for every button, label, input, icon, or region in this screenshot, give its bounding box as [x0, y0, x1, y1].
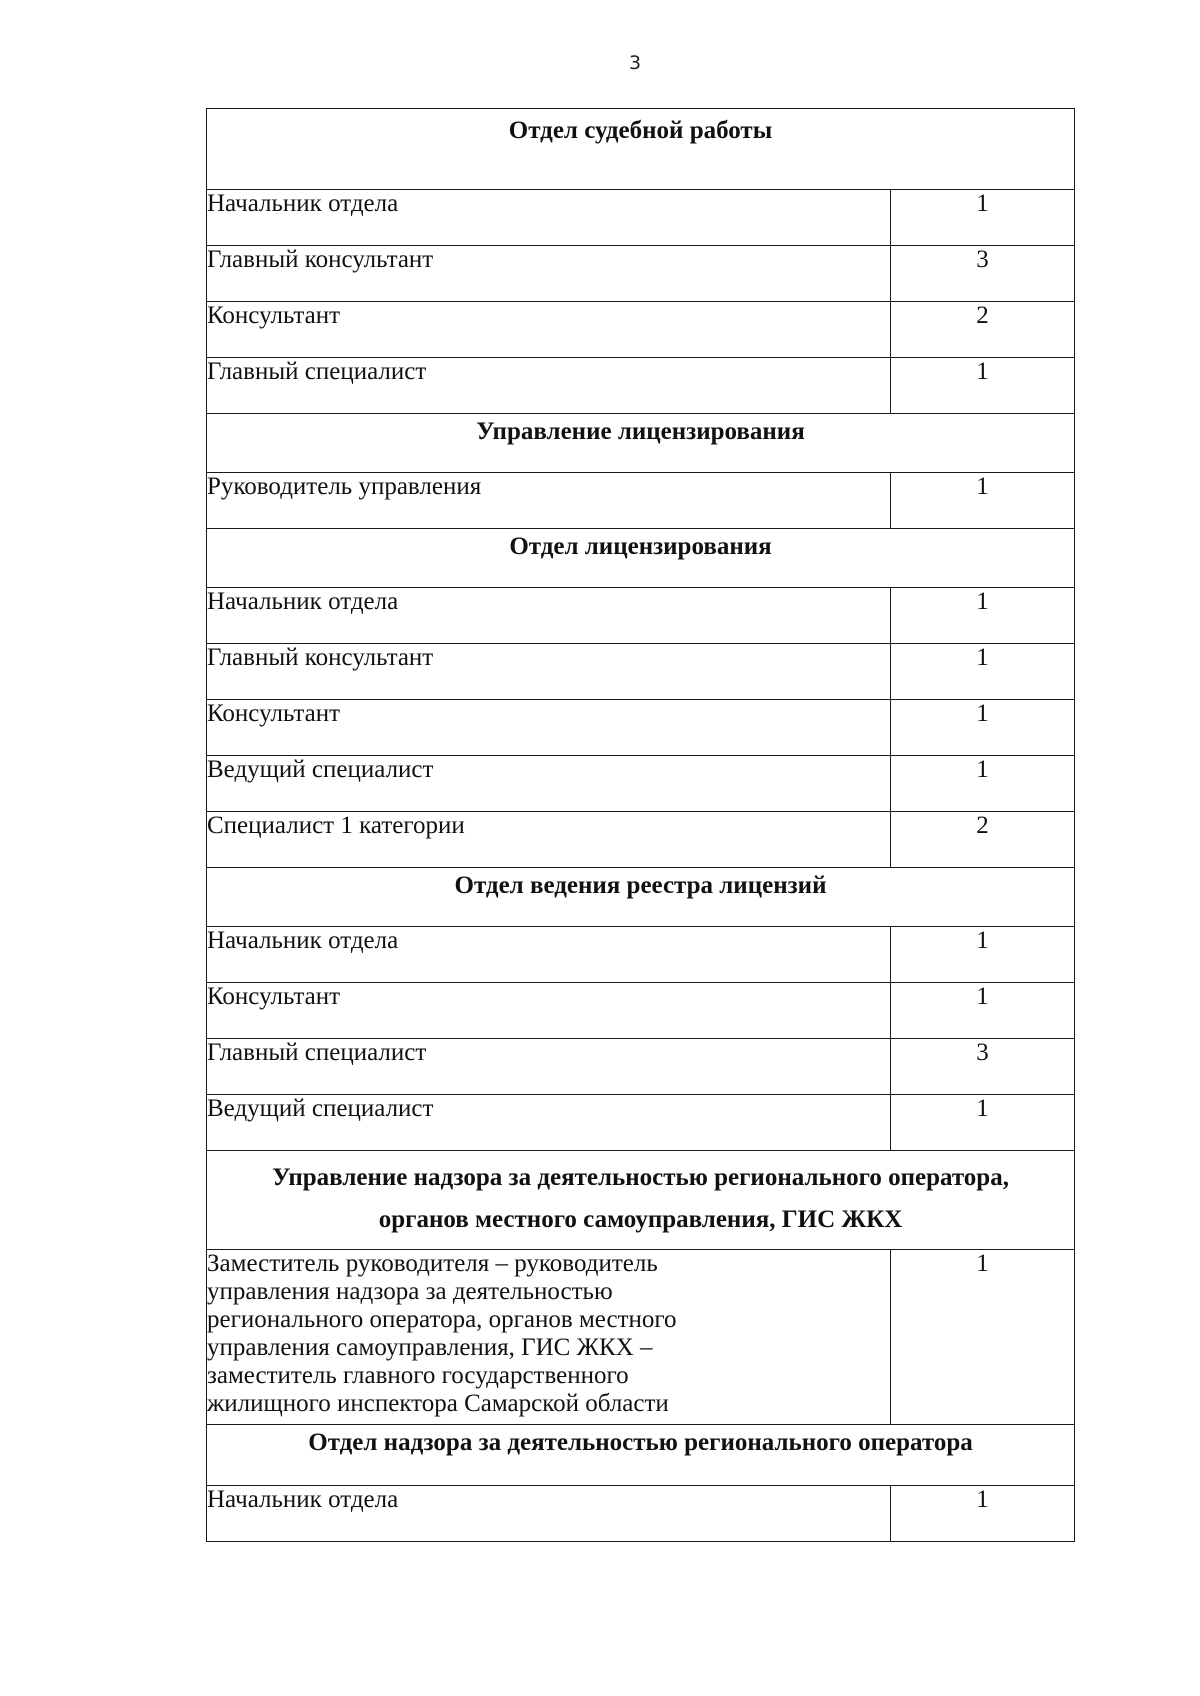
table-row [207, 246, 1075, 302]
section-title-line: органов местного самоуправления, ГИС ЖКХ [378, 1206, 903, 1233]
position-count: 1 [891, 927, 1075, 983]
position-title: Консультант [207, 983, 891, 1039]
table-row [207, 1095, 1075, 1151]
position-title: Начальник отдела [207, 927, 891, 983]
section-title [207, 1151, 1075, 1250]
section-title-line: Управление надзора за деятельностью регионального оператора, [272, 1164, 1009, 1191]
staff-table [206, 108, 1075, 1542]
position-title: Главный консультант [207, 644, 891, 700]
position-title: Руководитель управления [207, 473, 891, 529]
position-title: Начальник отдела [207, 190, 891, 246]
section-title: Управление лицензирования [207, 414, 1075, 473]
position-count: 1 [891, 473, 1075, 529]
position-title: Начальник отдела [207, 1486, 891, 1542]
table-row [207, 700, 1075, 756]
section-header-licensing-department [207, 414, 1075, 473]
position-count: 3 [891, 246, 1075, 302]
section-title: Отдел надзора за деятельностью регионального оператора [207, 1425, 1075, 1486]
section-header-regional-operator-supervision [207, 1151, 1075, 1250]
section-title: Отдел судебной работы [207, 109, 1075, 190]
position-title: Ведущий специалист [207, 756, 891, 812]
section-title: Отдел ведения реестра лицензий [207, 868, 1075, 927]
section-header-license-registry [207, 868, 1075, 927]
position-count: 1 [891, 190, 1075, 246]
table-row [207, 588, 1075, 644]
position-title: Консультант [207, 302, 891, 358]
table-row [207, 190, 1075, 246]
position-count: 1 [891, 358, 1075, 414]
position-title: Начальник отдела [207, 588, 891, 644]
section-title: Отдел лицензирования [207, 529, 1075, 588]
table-row [207, 756, 1075, 812]
table-row [207, 358, 1075, 414]
table-row [207, 1039, 1075, 1095]
position-title: Специалист 1 категории [207, 812, 891, 868]
position-title: Главный специалист [207, 358, 891, 414]
position-count: 3 [891, 1039, 1075, 1095]
position-count: 1 [891, 756, 1075, 812]
position-title: Главный специалист [207, 1039, 891, 1095]
position-title: Главный консультант [207, 246, 891, 302]
position-count: 2 [891, 302, 1075, 358]
table-row [207, 927, 1075, 983]
section-header-licensing-division [207, 529, 1075, 588]
table-row [207, 644, 1075, 700]
position-count: 1 [891, 588, 1075, 644]
position-title: Консультант [207, 700, 891, 756]
position-count: 2 [891, 812, 1075, 868]
page-number: 3 [628, 52, 642, 74]
position-count: 1 [891, 1250, 1075, 1425]
position-title: Ведущий специалист [207, 1095, 891, 1151]
section-header-regional-operator-division [207, 1425, 1075, 1486]
position-count: 1 [891, 644, 1075, 700]
table-row [207, 812, 1075, 868]
position-count: 1 [891, 700, 1075, 756]
position-count: 1 [891, 983, 1075, 1039]
table-row [207, 1250, 1075, 1425]
section-header-court-work [207, 109, 1075, 190]
table-row [207, 1486, 1075, 1542]
position-count: 1 [891, 1095, 1075, 1151]
table-row [207, 302, 1075, 358]
table-row [207, 473, 1075, 529]
table-row [207, 983, 1075, 1039]
position-count: 1 [891, 1486, 1075, 1542]
position-title: Заместитель руководителя – руководитель управления надзора за деятельностью регионального оператора, органов местного управления самоуправления, ГИС ЖКХ – заместитель главного государственного жилищного инспектора Самарской области [207, 1250, 891, 1425]
